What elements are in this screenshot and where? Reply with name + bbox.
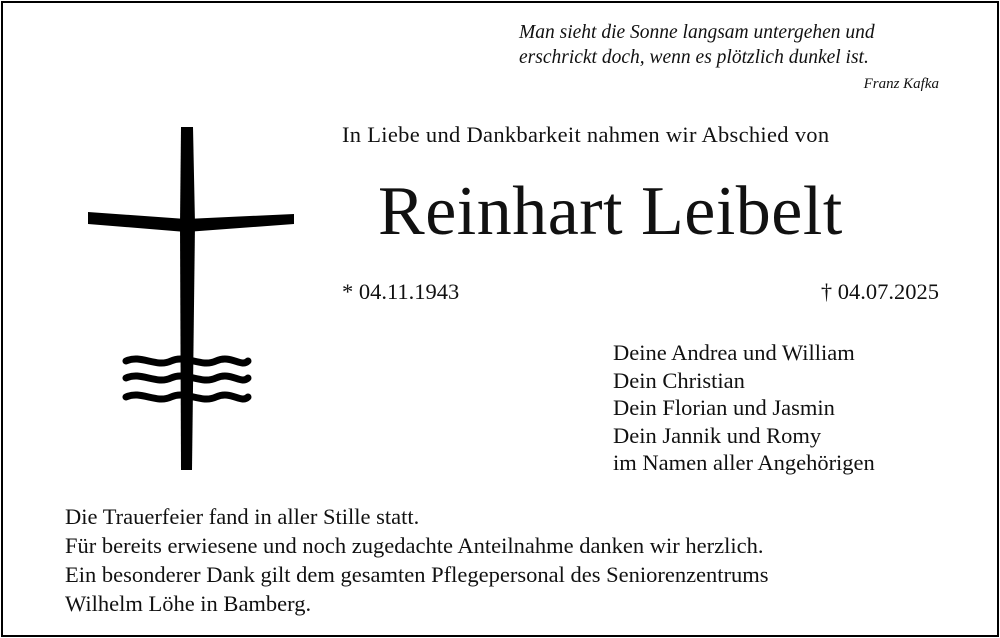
death-date: † 04.07.2025 bbox=[820, 279, 939, 304]
funeral-notice bbox=[65, 502, 769, 618]
cross-with-waves-icon bbox=[86, 124, 296, 470]
quote-author: Franz Kafka bbox=[863, 76, 939, 92]
family-list bbox=[613, 339, 875, 477]
intro-text: In Liebe und Dankbarkeit nahmen wir Abschied von bbox=[342, 122, 830, 147]
notice-line: Wilhelm Löhe in Bamberg. bbox=[65, 591, 312, 616]
quote-line: Man sieht die Sonne langsam untergehen und bbox=[519, 22, 875, 43]
notice-line: Für bereits erwiesene und noch zugedachte Anteilnahme danken wir herzlich. bbox=[65, 533, 764, 558]
notice-line: Die Trauerfeier fand in aller Stille statt. bbox=[65, 504, 420, 529]
family-member: Deine Andrea und William bbox=[613, 340, 855, 365]
family-member: Dein Christian bbox=[613, 367, 745, 393]
birth-date: * 04.11.1943 bbox=[342, 279, 460, 304]
notice-line: Ein besonderer Dank gilt dem gesamten Pflegepersonal des Seniorenzentrums bbox=[65, 562, 769, 587]
family-member: im Namen aller Angehörigen bbox=[613, 450, 875, 475]
quote-line: erschrickt doch, wenn es plötzlich dunkel ist. bbox=[519, 47, 869, 68]
kafka-quote bbox=[499, 20, 939, 94]
family-member: Dein Florian und Jasmin bbox=[613, 395, 835, 420]
deceased-name: Reinhart Leibelt bbox=[378, 173, 843, 250]
family-member: Dein Jannik und Romy bbox=[613, 422, 822, 448]
